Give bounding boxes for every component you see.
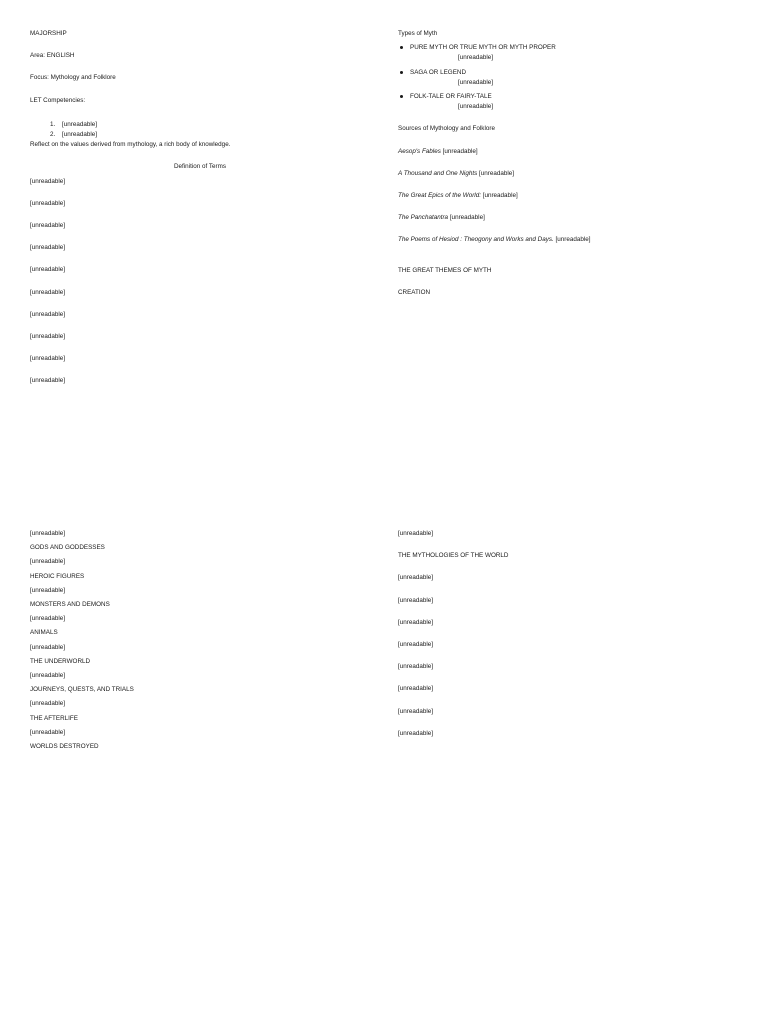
bullet-icon bbox=[400, 95, 403, 98]
list-item bbox=[398, 93, 738, 101]
bullet-icon bbox=[400, 71, 403, 74]
supernatural-definition: [unreadable] bbox=[30, 377, 66, 385]
folklore-definition: [unreadable] bbox=[30, 310, 66, 318]
sources-heading: Sources of Mythology and Folklore bbox=[398, 125, 495, 133]
area-line: Area: ENGLISH bbox=[30, 52, 75, 60]
celtic-paragraph: [unreadable] bbox=[398, 685, 434, 693]
mythologies-heading: THE MYTHOLOGIES OF THE WORLD bbox=[398, 552, 509, 560]
folk-tale-description: [unreadable] bbox=[458, 103, 494, 111]
hesiod-title: The Poems of Hesiod : Theogony and Works and Days. bbox=[398, 236, 554, 244]
afterlife-heading: THE AFTERLIFE bbox=[30, 714, 78, 722]
left-bottom-column bbox=[30, 530, 370, 757]
competency-text: [unreadable] bbox=[62, 131, 98, 139]
focus-line: Focus: Mythology and Folklore bbox=[30, 74, 116, 82]
panchatantra-paragraph: The Panchatantra [unreadable] bbox=[398, 214, 485, 222]
thousand-nights-title: A Thousand and One Nights bbox=[398, 169, 478, 177]
monsters-paragraph: [unreadable] bbox=[30, 615, 66, 623]
mesopotamian-paragraph: [unreadable] bbox=[398, 574, 434, 582]
egyptian-paragraph: [unreadable] bbox=[398, 618, 434, 626]
reflect-line: Reflect on the values derived from mythology, a rich body of knowledge. bbox=[30, 141, 231, 149]
majorship-title: MAJORSHIP bbox=[30, 30, 67, 37]
competency-item: 1. [unreadable] bbox=[50, 120, 98, 128]
mythology-definition: [unreadable] bbox=[30, 355, 66, 363]
heroic-figures-heading: HEROIC FIGURES bbox=[30, 572, 85, 580]
fairy-tale-definition: [unreadable] bbox=[30, 288, 66, 296]
roman-paragraph: [unreadable] bbox=[398, 663, 434, 671]
worlds-destroyed-heading: WORLDS DESTROYED bbox=[30, 743, 99, 751]
gods-paragraph: [unreadable] bbox=[30, 558, 66, 566]
competency-text: [unreadable] bbox=[62, 120, 98, 128]
norse-paragraph: [unreadable] bbox=[398, 707, 434, 715]
hesiod-paragraph: The Poems of Hesiod : Theogony and Works and Days. [unreadable] bbox=[398, 236, 591, 244]
heroic-figures-paragraph: [unreadable] bbox=[30, 586, 66, 594]
legend-definition: [unreadable] bbox=[30, 333, 66, 341]
saga-description: [unreadable] bbox=[458, 78, 494, 86]
saga-label: SAGA OR LEGEND bbox=[410, 68, 466, 76]
right-bottom-column bbox=[398, 530, 738, 744]
greek-paragraph: [unreadable] bbox=[398, 641, 434, 649]
right-top-column bbox=[398, 30, 738, 303]
journeys-heading: JOURNEYS, QUESTS, AND TRIALS bbox=[30, 686, 134, 694]
competency-item: 2. [unreadable] bbox=[50, 131, 98, 139]
aesops-title: Aesop's Fables bbox=[398, 147, 441, 155]
great-themes-heading: THE GREAT THEMES OF MYTH bbox=[398, 266, 492, 274]
list-item bbox=[398, 69, 738, 77]
types-of-myth-heading: Types of Myth bbox=[398, 30, 438, 37]
creation-heading: CREATION bbox=[398, 288, 431, 296]
folk-tale-label: FOLK-TALE OR FAIRY-TALE bbox=[410, 93, 492, 101]
underworld-heading: THE UNDERWORLD bbox=[30, 657, 91, 665]
bullet-icon bbox=[400, 46, 403, 49]
mexican-paragraph: [unreadable] bbox=[398, 729, 434, 737]
myth-cognitive-paragraph: [unreadable] bbox=[30, 244, 66, 252]
canaanite-paragraph: [unreadable] bbox=[398, 596, 434, 604]
underworld-paragraph: [unreadable] bbox=[30, 672, 66, 680]
left-top-column bbox=[30, 30, 370, 392]
great-epics-paragraph: The Great Epics of the World: [unreadable] bbox=[398, 192, 518, 200]
afterlife-paragraph: [unreadable] bbox=[30, 728, 66, 736]
aesops-fables-paragraph: Aesop's Fables [unreadable] bbox=[398, 147, 478, 155]
creation-myths-paragraph: [unreadable] bbox=[30, 530, 66, 537]
definition-heading: Definition of Terms bbox=[173, 163, 227, 171]
pure-myth-label: PURE MYTH OR TRUE MYTH OR MYTH PROPER bbox=[410, 44, 556, 52]
myth-symbolic-paragraph: [unreadable] bbox=[30, 266, 66, 274]
thousand-nights-paragraph: A Thousand and One Nights [unreadable] bbox=[398, 169, 514, 177]
let-competencies-label: LET Competencies: bbox=[30, 96, 86, 104]
animals-paragraph: [unreadable] bbox=[30, 643, 66, 651]
great-epics-title: The Great Epics of the World: bbox=[398, 192, 481, 200]
myth-definition: [unreadable] bbox=[30, 177, 66, 185]
gods-heading: GODS AND GODDESSES bbox=[30, 544, 105, 552]
myths-are-paragraph: [unreadable] bbox=[30, 199, 66, 207]
monsters-heading: MONSTERS AND DEMONS bbox=[30, 601, 110, 609]
animals-heading: ANIMALS bbox=[30, 629, 58, 637]
pure-myth-description: [unreadable] bbox=[458, 54, 494, 62]
panchatantra-title: The Panchatantra bbox=[398, 214, 449, 222]
creation-intro-paragraph: [unreadable] bbox=[398, 530, 434, 537]
a-myth-paragraph: [unreadable] bbox=[30, 222, 66, 230]
journeys-paragraph: [unreadable] bbox=[30, 700, 66, 708]
list-item bbox=[398, 44, 738, 52]
